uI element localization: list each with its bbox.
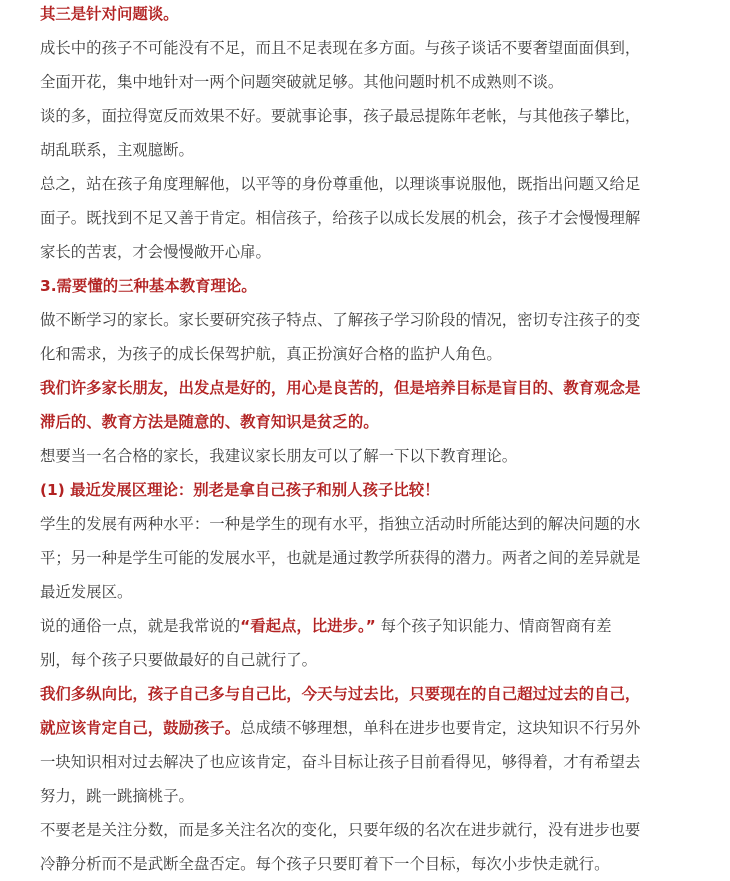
emphasis-line: 我们许多家长朋友，出发点是好的，用心是良苦的，但是培养目标是盲目的、教育观念是: [40, 379, 641, 397]
section-heading-3: 其三是针对问题谈。: [40, 5, 179, 23]
paragraph-line: 努力，跳一跳摘桃子。: [40, 787, 194, 805]
plain-text: 每个孩子知识能力、情商智商有差: [375, 617, 612, 635]
paragraph-line: 化和需求，为孩子的成长保驾护航，真正扮演好合格的监护人角色。: [40, 345, 502, 363]
paragraph-line: 最近发展区。: [40, 583, 133, 601]
plain-text: 总成绩不够理想，单科在进步也要肯定，这块知识不行另外: [240, 719, 641, 737]
paragraph-line: 胡乱联系，主观臆断。: [40, 141, 194, 159]
paragraph-line: 做不断学习的家长。家长要研究孩子特点、了解孩子学习阶段的情况，密切专注孩子的变: [40, 311, 641, 329]
plain-text: 说的通俗一点，就是我常说的: [40, 617, 241, 635]
paragraph-line: [40, 609, 690, 643]
paragraph-line: 成长中的孩子不可能没有不足，而且不足表现在多方面。与孩子谈话不要奢望面面俱到，: [40, 39, 641, 57]
paragraph-line: 想要当一名合格的家长，我建议家长朋友可以了解一下以下教育理论。: [40, 447, 518, 465]
paragraph-line: 家长的苦衷，才会慢慢敞开心扉。: [40, 243, 271, 261]
emphasis-text: 就应该肯定自己，鼓励孩子。: [40, 719, 241, 737]
paragraph-line: 冷静分析而不是武断全盘否定。每个孩子只要盯着下一个目标，每次小步快走就行。: [40, 855, 610, 873]
paragraph-line: 面子。既找到不足又善于肯定。相信孩子，给孩子以成长发展的机会，孩子才会慢慢理解: [40, 209, 641, 227]
paragraph-line: 谈的多，面拉得宽反而效果不好。要就事论事，孩子最忌提陈年老帐，与其他孩子攀比，: [40, 107, 641, 125]
paragraph-line: 总之，站在孩子角度理解他，以平等的身份尊重他，以理谈事说服他，既指出问题又给足: [40, 175, 641, 193]
subsection-heading-zpd: (1) 最近发展区理论：别老是拿自己孩子和别人孩子比较！: [40, 481, 440, 499]
paragraph-line: 全面开花，集中地针对一两个问题突破就足够。其他问题时机不成熟则不谈。: [40, 73, 564, 91]
paragraph-line: 别，每个孩子只要做最好的自己就行了。: [40, 651, 318, 669]
paragraph-line: 不要老是关注分数，而是多关注名次的变化，只要年级的名次在进步就行，没有进步也要: [40, 821, 641, 839]
quote-emphasis: “看起点，比进步。”: [240, 617, 376, 635]
article-body: [40, 0, 690, 881]
emphasis-line: 我们多纵向比，孩子自己多与自己比，今天与过去比，只要现在的自己超过过去的自己，: [40, 685, 641, 703]
paragraph-line: 一块知识相对过去解决了也应该肯定，奋斗目标让孩子目前看得见，够得着，才有希望去: [40, 753, 641, 771]
section-heading-theory: 3.需要懂的三种基本教育理论。: [40, 277, 257, 295]
paragraph-line: 学生的发展有两种水平：一种是学生的现有水平，指独立活动时所能达到的解决问题的水: [40, 515, 641, 533]
paragraph-line: 平；另一种是学生可能的发展水平，也就是通过教学所获得的潜力。两者之间的差异就是: [40, 549, 641, 567]
paragraph-line: [40, 711, 690, 745]
emphasis-line: 滞后的、教育方法是随意的、教育知识是贫乏的。: [40, 413, 379, 431]
